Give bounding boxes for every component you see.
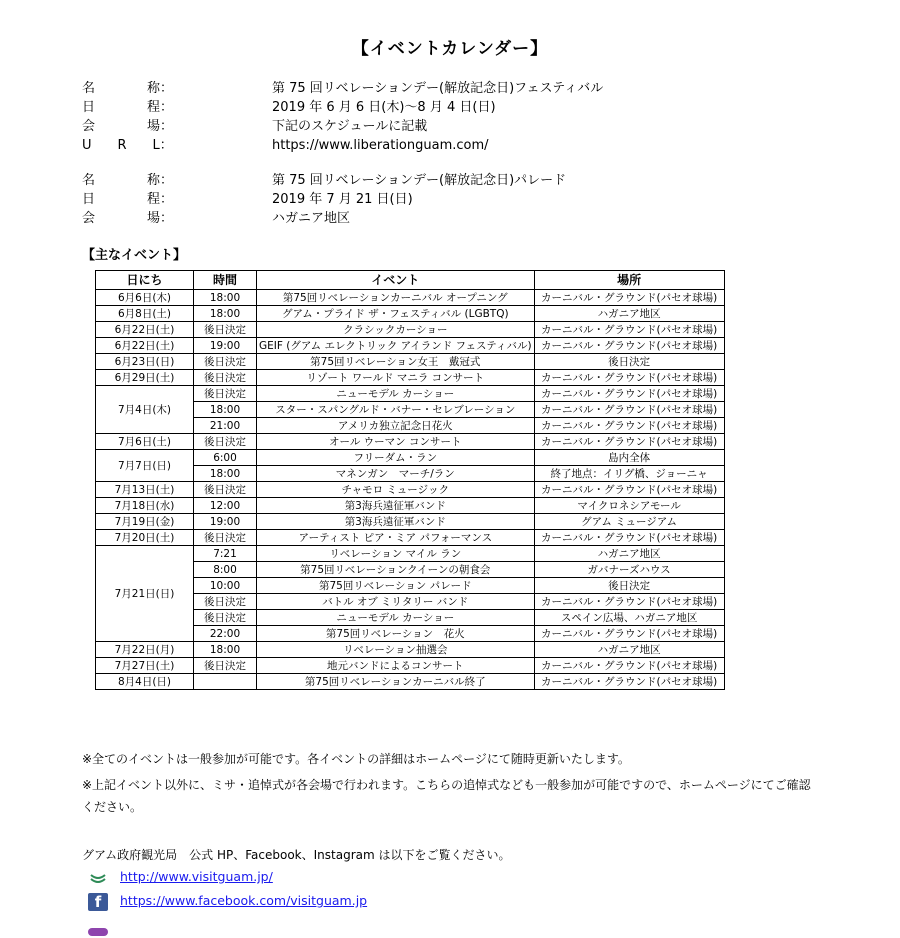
event-place-cell: カーニバル・グラウンド(パセオ球場) <box>534 370 724 386</box>
event-date-cell: 7月19日(金) <box>96 514 194 530</box>
event-time-cell: 10:00 <box>194 578 257 594</box>
event-time-cell: 後日決定 <box>194 594 257 610</box>
table-row <box>96 498 725 514</box>
festival-venue: 下記のスケジュールに記載 <box>272 119 428 134</box>
event-date-cell: 7月4日(木) <box>96 386 194 434</box>
event-name-cell: グアム・プライド ザ・フェスティバル (LGBTQ) <box>257 306 535 322</box>
event-place-cell: カーニバル・グラウンド(パセオ球場) <box>534 594 724 610</box>
event-date-cell: 6月23日(日) <box>96 354 194 370</box>
event-time-cell: 7:21 <box>194 546 257 562</box>
event-name-cell: マネンガン マーチ/ラン <box>257 466 535 482</box>
site-link[interactable]: http://www.visitguam.jp/ <box>120 869 273 884</box>
festival-info <box>82 79 603 155</box>
event-time-cell: 8:00 <box>194 562 257 578</box>
label-name: 名 称： <box>82 173 174 188</box>
label-venue: 会 場： <box>82 119 174 134</box>
event-time-cell: 後日決定 <box>194 370 257 386</box>
parade-name-row <box>82 171 566 190</box>
event-name-cell: ニューモデル カーショー <box>257 386 535 402</box>
label-venue: 会 場： <box>82 211 174 226</box>
contact-text: グアム政府観光局 公式 HP、Facebook、Instagram は以下をご覧ください。 <box>82 848 511 862</box>
event-place-cell: カーニバル・グラウンド(パセオ球場) <box>534 418 724 434</box>
event-name-cell: リベレーション マイル ラン <box>257 546 535 562</box>
event-time-cell: 後日決定 <box>194 530 257 546</box>
event-date-cell: 6月22日(土) <box>96 338 194 354</box>
event-time-cell: 18:00 <box>194 306 257 322</box>
table-row <box>96 674 725 690</box>
event-date-cell: 7月22日(月) <box>96 642 194 658</box>
event-time-cell: 後日決定 <box>194 610 257 626</box>
visitguam-logo-icon <box>88 869 108 887</box>
event-time-cell: 18:00 <box>194 290 257 306</box>
event-name-cell: 第3海兵遠征軍バンド <box>257 498 535 514</box>
festival-name-row <box>82 79 603 98</box>
event-name-cell: フリーダム・ラン <box>257 450 535 466</box>
event-place-cell: ガバナーズハウス <box>534 562 724 578</box>
event-time-cell: 後日決定 <box>194 658 257 674</box>
table-row <box>96 514 725 530</box>
header-event: イベント <box>257 271 535 290</box>
note-2: ※上記イベント以外に、ミサ・追悼式が各会場で行われます。こちらの追悼式なども一般参加が可能ですので、ホームページにてご確認ください。 <box>82 778 811 814</box>
event-time-cell: 後日決定 <box>194 354 257 370</box>
festival-date-row <box>82 98 603 117</box>
event-time-cell: 後日決定 <box>194 386 257 402</box>
table-body <box>96 290 725 690</box>
event-date-cell: 7月20日(土) <box>96 530 194 546</box>
event-date-cell: 7月7日(日) <box>96 450 194 482</box>
event-time-cell: 6:00 <box>194 450 257 466</box>
label-date: 日 程： <box>82 100 174 115</box>
event-place-cell: カーニバル・グラウンド(パセオ球場) <box>534 338 724 354</box>
event-name-cell: 第75回リベレーション 花火 <box>257 626 535 642</box>
event-name-cell: 第75回リベレーション女王 戴冠式 <box>257 354 535 370</box>
event-place-cell: カーニバル・グラウンド(パセオ球場) <box>534 658 724 674</box>
header-date: 日にち <box>96 271 194 290</box>
parade-name: 第 75 回リベレーションデー(解放記念日)パレード <box>272 173 567 188</box>
event-name-cell: 地元バンドによるコンサート <box>257 658 535 674</box>
festival-url-row <box>82 136 603 155</box>
event-place-cell: 後日決定 <box>534 354 724 370</box>
event-place-cell: ハガニア地区 <box>534 546 724 562</box>
label-url: U R L： <box>82 138 173 153</box>
event-place-cell: カーニバル・グラウンド(パセオ球場) <box>534 322 724 338</box>
table-row <box>96 338 725 354</box>
event-date-cell: 7月27日(土) <box>96 658 194 674</box>
parade-info <box>82 171 566 228</box>
festival-url: https://www.liberationguam.com/ <box>272 138 489 153</box>
page-title: 【イベントカレンダー】 <box>351 39 549 59</box>
event-date-cell: 7月18日(水) <box>96 498 194 514</box>
event-time-cell: 12:00 <box>194 498 257 514</box>
event-name-cell: チャモロ ミュージック <box>257 482 535 498</box>
event-name-cell: GEIF (グアム エレクトリック アイランド フェスティバル) <box>257 338 535 354</box>
event-time-cell: 21:00 <box>194 418 257 434</box>
event-name-cell: ニューモデル カーショー <box>257 610 535 626</box>
event-name-cell: 第75回リベレーションクイーンの朝食会 <box>257 562 535 578</box>
event-time-cell: 後日決定 <box>194 322 257 338</box>
event-place-cell: スペイン広場、ハガニア地区 <box>534 610 724 626</box>
event-name-cell: スター・スパングルド・バナー・セレブレーション <box>257 402 535 418</box>
event-name-cell: オール ウーマン コンサート <box>257 434 535 450</box>
facebook-link[interactable]: https://www.facebook.com/visitguam.jp <box>120 893 368 908</box>
event-place-cell: カーニバル・グラウンド(パセオ球場) <box>534 626 724 642</box>
table-row <box>96 370 725 386</box>
event-place-cell: グアム ミュージアム <box>534 514 724 530</box>
event-name-cell: リゾート ワールド マニラ コンサート <box>257 370 535 386</box>
event-time-cell: 18:00 <box>194 402 257 418</box>
table-row <box>96 642 725 658</box>
event-date-cell: 6月22日(土) <box>96 322 194 338</box>
festival-venue-row <box>82 117 603 136</box>
parade-venue: ハガニア地区 <box>272 211 351 226</box>
table-row <box>96 546 725 562</box>
event-table <box>95 270 725 690</box>
table-row <box>96 354 725 370</box>
event-place-cell: 終了地点：イリグ橋、ジョーニャ <box>534 466 724 482</box>
festival-name: 第 75 回リベレーションデー(解放記念日)フェスティバル <box>272 81 604 96</box>
event-time-cell: 19:00 <box>194 514 257 530</box>
event-place-cell: カーニバル・グラウンド(パセオ球場) <box>534 386 724 402</box>
event-time-cell: 18:00 <box>194 466 257 482</box>
event-date-cell: 6月29日(土) <box>96 370 194 386</box>
note-1: ※全てのイベントは一般参加が可能です。各イベントの詳細はホームページにて随時更新いたします。 <box>82 752 630 766</box>
event-place-cell: 島内全体 <box>534 450 724 466</box>
event-name-cell: クラシックカーショー <box>257 322 535 338</box>
event-name-cell: アーティスト ピア・ミア パフォーマンス <box>257 530 535 546</box>
event-name-cell: アメリカ独立記念日花火 <box>257 418 535 434</box>
event-place-cell: カーニバル・グラウンド(パセオ球場) <box>534 674 724 690</box>
parade-venue-row <box>82 209 566 228</box>
table-row <box>96 658 725 674</box>
event-place-cell: ハガニア地区 <box>534 642 724 658</box>
table-row <box>96 530 725 546</box>
instagram-icon <box>88 928 108 936</box>
table-row <box>96 450 725 466</box>
header-time: 時間 <box>194 271 257 290</box>
event-name-cell: 第75回リベレーションカーニバル終了 <box>257 674 535 690</box>
parade-date-row <box>82 190 566 209</box>
site-link-row <box>88 866 367 890</box>
event-date-cell: 6月8日(土) <box>96 306 194 322</box>
festival-date: 2019 年 6 月 6 日(木)～8 月 4 日(日) <box>272 100 496 115</box>
event-name-cell: リベレーション抽選会 <box>257 642 535 658</box>
event-time-cell: 後日決定 <box>194 434 257 450</box>
event-time-cell: 後日決定 <box>194 482 257 498</box>
event-place-cell: カーニバル・グラウンド(パセオ球場) <box>534 434 724 450</box>
facebook-icon: f <box>88 893 108 911</box>
parade-date: 2019 年 7 月 21 日(日) <box>272 192 413 207</box>
event-time-cell: 22:00 <box>194 626 257 642</box>
link-list <box>88 866 367 938</box>
label-date: 日 程： <box>82 192 174 207</box>
event-place-cell: カーニバル・グラウンド(パセオ球場) <box>534 402 724 418</box>
event-date-cell: 6月6日(木) <box>96 290 194 306</box>
event-place-cell: 後日決定 <box>534 578 724 594</box>
event-place-cell: ハガニア地区 <box>534 306 724 322</box>
table-row <box>96 386 725 402</box>
event-place-cell: カーニバル・グラウンド(パセオ球場) <box>534 290 724 306</box>
event-name-cell: 第75回リベレーション パレード <box>257 578 535 594</box>
event-date-cell: 7月13日(土) <box>96 482 194 498</box>
event-time-cell: 19:00 <box>194 338 257 354</box>
event-name-cell: バトル オブ ミリタリー バンド <box>257 594 535 610</box>
label-name: 名 称： <box>82 81 174 96</box>
table-row <box>96 306 725 322</box>
event-name-cell: 第3海兵遠征軍バンド <box>257 514 535 530</box>
event-date-cell: 7月6日(土) <box>96 434 194 450</box>
table-row <box>96 482 725 498</box>
header-place: 場所 <box>534 271 724 290</box>
event-place-cell: カーニバル・グラウンド(パセオ球場) <box>534 530 724 546</box>
event-time-cell <box>194 674 257 690</box>
table-row <box>96 434 725 450</box>
table-row <box>96 322 725 338</box>
table-row <box>96 290 725 306</box>
event-place-cell: マイクロネシアモール <box>534 498 724 514</box>
event-date-cell: 8月4日(日) <box>96 674 194 690</box>
event-place-cell: カーニバル・グラウンド(パセオ球場) <box>534 482 724 498</box>
facebook-link-row <box>88 890 367 914</box>
table-header-row <box>96 271 725 290</box>
event-date-cell: 7月21日(日) <box>96 546 194 642</box>
event-time-cell: 18:00 <box>194 642 257 658</box>
section-title: 【主なイベント】 <box>82 248 187 263</box>
event-name-cell: 第75回リベレーションカーニバル オープニング <box>257 290 535 306</box>
